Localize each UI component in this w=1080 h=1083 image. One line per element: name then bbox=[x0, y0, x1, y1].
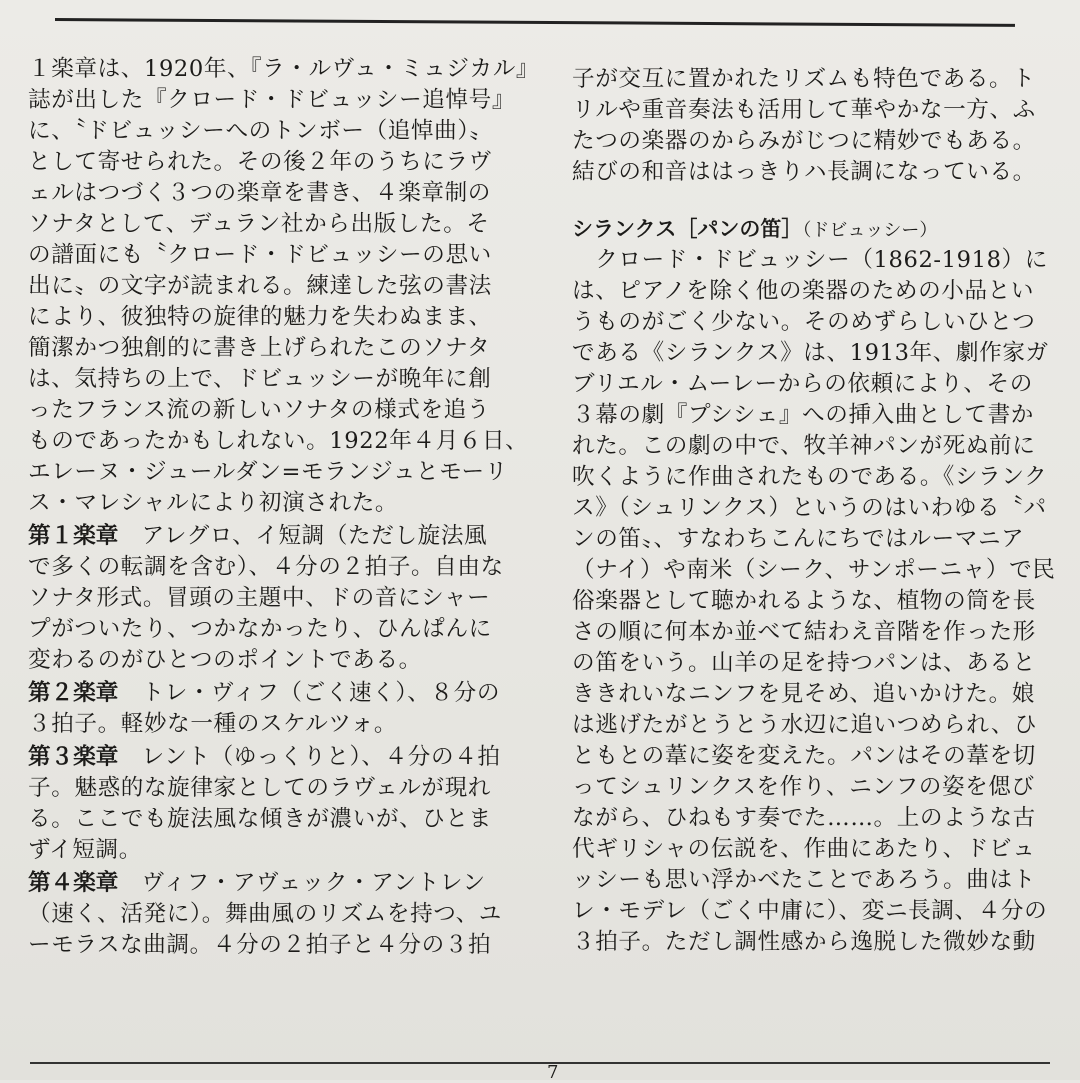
text-line: ス・マレシャルにより初演された。 bbox=[28, 490, 399, 516]
text-line: ス》（シュリンクス）というのはいわゆる〝パ bbox=[572, 495, 1047, 521]
text-line: さの順に何本か並べて結わえ音階を作った形 bbox=[572, 619, 1036, 645]
left-column bbox=[28, 54, 540, 961]
movement-first-line: トレ・ヴィフ（ごく速く）、８分の bbox=[118, 680, 501, 706]
movement-list bbox=[28, 521, 540, 961]
text-line: ーモラスな曲調。４分の２拍子と４分の３拍 bbox=[28, 932, 492, 958]
text-line: うものがごく少ない。そのめずらしいひとつ bbox=[572, 309, 1036, 335]
movement-first-line: アレグロ、イ短調（ただし旋法風 bbox=[118, 523, 488, 549]
bottom-rule bbox=[30, 1062, 1050, 1064]
text-line: 吹くように作曲されたものである。《シランク bbox=[572, 464, 1048, 490]
text-line: は逃げたがとうとう水辺に追いつめられ、ひ bbox=[572, 712, 1038, 738]
text-line: ３拍子。ただし調性感から逸脱した微妙な動 bbox=[572, 929, 1036, 955]
movement-heading-line bbox=[28, 868, 540, 899]
text-line: 簡潔かつ独創的に書き上げられたこのソナタ bbox=[28, 335, 491, 361]
text-line: の譜面にも〝クロード・ドビュッシーの思い bbox=[28, 242, 492, 268]
text-line: として寄せられた。その後２年のうちにラヴ bbox=[28, 149, 492, 175]
text-line: ともとの葦に姿を変えた。パンはその葦を切 bbox=[572, 743, 1036, 769]
movement-block bbox=[28, 742, 540, 866]
movement-heading-line bbox=[28, 742, 540, 773]
text-line: る。ここでも旋法風な傾きが濃いが、ひとま bbox=[28, 806, 492, 832]
right-column bbox=[572, 64, 1056, 958]
section-gap bbox=[572, 188, 1052, 214]
text-line: 変わるのがひとつのポイントである。 bbox=[28, 647, 422, 673]
intro-paragraph bbox=[28, 54, 540, 519]
movement-title: 第４楽章 bbox=[28, 870, 119, 896]
text-line: （ナイ）や南米（シーク、サンポーニャ）で民 bbox=[572, 557, 1056, 583]
text-line: 俗楽器として聴かれるような、植物の筒を長 bbox=[572, 588, 1036, 614]
movement-first-line: ヴィフ・アヴェック・アントレン bbox=[118, 870, 486, 896]
text-line: たつの楽器のからみがじつに精妙でもある。 bbox=[572, 128, 1036, 154]
text-line: ききれいなニンフを見そめ、追いかけた。娘 bbox=[572, 681, 1035, 707]
text-line: ずイ短調。 bbox=[28, 837, 142, 863]
movement-block bbox=[28, 521, 540, 676]
text-line: 代ギリシャの伝説を、作曲にあたり、ドビュ bbox=[572, 836, 1036, 862]
text-line: で多くの転調を含む）、４分の２拍子。自由な bbox=[28, 554, 504, 580]
text-line: ものであったかもしれない。1922年４月６日、 bbox=[28, 428, 529, 454]
text-line: ソナタ形式。冒頭の主題中、ドの音にシャー bbox=[28, 585, 491, 611]
text-line: である《シランクス》は、1913年、劇作家ガ bbox=[572, 340, 1049, 366]
movement-block bbox=[28, 678, 540, 740]
movement-title: 第２楽章 bbox=[28, 680, 119, 706]
text-line: ったフランス流の新しいソナタの様式を追う bbox=[28, 397, 491, 423]
piece-heading bbox=[572, 214, 1052, 245]
text-line: 結びの和音ははっきりハ長調になっている。 bbox=[572, 159, 1036, 185]
text-line: ッシーも思い浮かべたことであろう。曲はト bbox=[572, 867, 1036, 893]
piece-composer: （ドビュッシー） bbox=[802, 220, 938, 241]
text-line: 誌が出した『クロード・ドビュッシー追悼号』 bbox=[28, 87, 516, 113]
movement-title: 第３楽章 bbox=[28, 744, 119, 770]
text-line: （速く、活発に）。舞曲風のリズムを持つ、ユ bbox=[28, 901, 502, 927]
text-line: ンの笛〟、すなわちこんにちではルーマニア bbox=[572, 526, 1025, 552]
text-line: ３拍子。軽妙な一種のスケルツォ。 bbox=[28, 711, 398, 737]
text-line: は、ピアノを除く他の楽器のための小品とい bbox=[572, 278, 1035, 304]
text-line: は、気持ちの上で、ドビュッシーが晩年に創 bbox=[28, 366, 492, 392]
piece-title: シランクス［パンの笛］ bbox=[572, 217, 803, 241]
continuation-paragraph bbox=[572, 64, 1052, 188]
text-line: ソナタとして、デュラン社から出版した。そ bbox=[28, 211, 490, 237]
movement-heading-line bbox=[28, 521, 540, 552]
text-line: により、彼独特の旋律的魅力を失わぬまま、 bbox=[28, 304, 492, 330]
text-line: ブリエル・ムーレーからの依頼により、その bbox=[572, 371, 1033, 397]
text-line: 子が交互に置かれたリズムも特色である。ト bbox=[572, 66, 1036, 92]
text-line: ェルはつづく３つの楽章を書き、４楽章制の bbox=[28, 180, 491, 206]
text-line: レ・モデレ（ごく中庸に）、変ニ長調、４分の bbox=[572, 898, 1048, 924]
text-line: クロード・ドビュッシー（1862-1918）に bbox=[572, 247, 1048, 273]
movement-first-line: レント（ゆっくりと）、４分の４拍 bbox=[118, 744, 501, 770]
text-line: プがついたり、つかなかったり、ひんぱんに bbox=[28, 616, 492, 642]
text-line: ３幕の劇『プシシェ』への挿入曲として書か bbox=[572, 402, 1034, 428]
text-line: に、〝ドビュッシーへのトンボー（追悼曲）〟 bbox=[28, 118, 493, 144]
movement-title: 第１楽章 bbox=[28, 523, 119, 549]
page-number: 7 bbox=[547, 1062, 559, 1083]
text-line: ってシュリンクスを作り、ニンフの姿を偲び bbox=[572, 774, 1035, 800]
text-line: １楽章は、1920年、『ラ・ルヴュ・ミュジカル』 bbox=[28, 56, 540, 82]
text-line: エレーヌ・ジュールダン=モランジュとモーリ bbox=[28, 459, 508, 485]
text-line: れた。この劇の中で、牧羊神パンが死ぬ前に bbox=[572, 433, 1036, 459]
text-line: リルや重音奏法も活用して華やかな一方、ふ bbox=[572, 97, 1036, 123]
movement-block bbox=[28, 868, 540, 961]
text-line: 出に〟の文字が読まれる。練達した弦の書法 bbox=[28, 273, 492, 299]
top-rule bbox=[55, 18, 1015, 27]
movement-heading-line bbox=[28, 678, 540, 709]
text-line: の笛をいう。山羊の足を持つパンは、あると bbox=[572, 650, 1036, 676]
text-line: ながら、ひねもす奏でた……。上のような古 bbox=[572, 805, 1036, 831]
piece-description bbox=[572, 245, 1056, 958]
text-line: 子。魅惑的な旋律家としてのラヴェルが現れ bbox=[28, 775, 491, 801]
